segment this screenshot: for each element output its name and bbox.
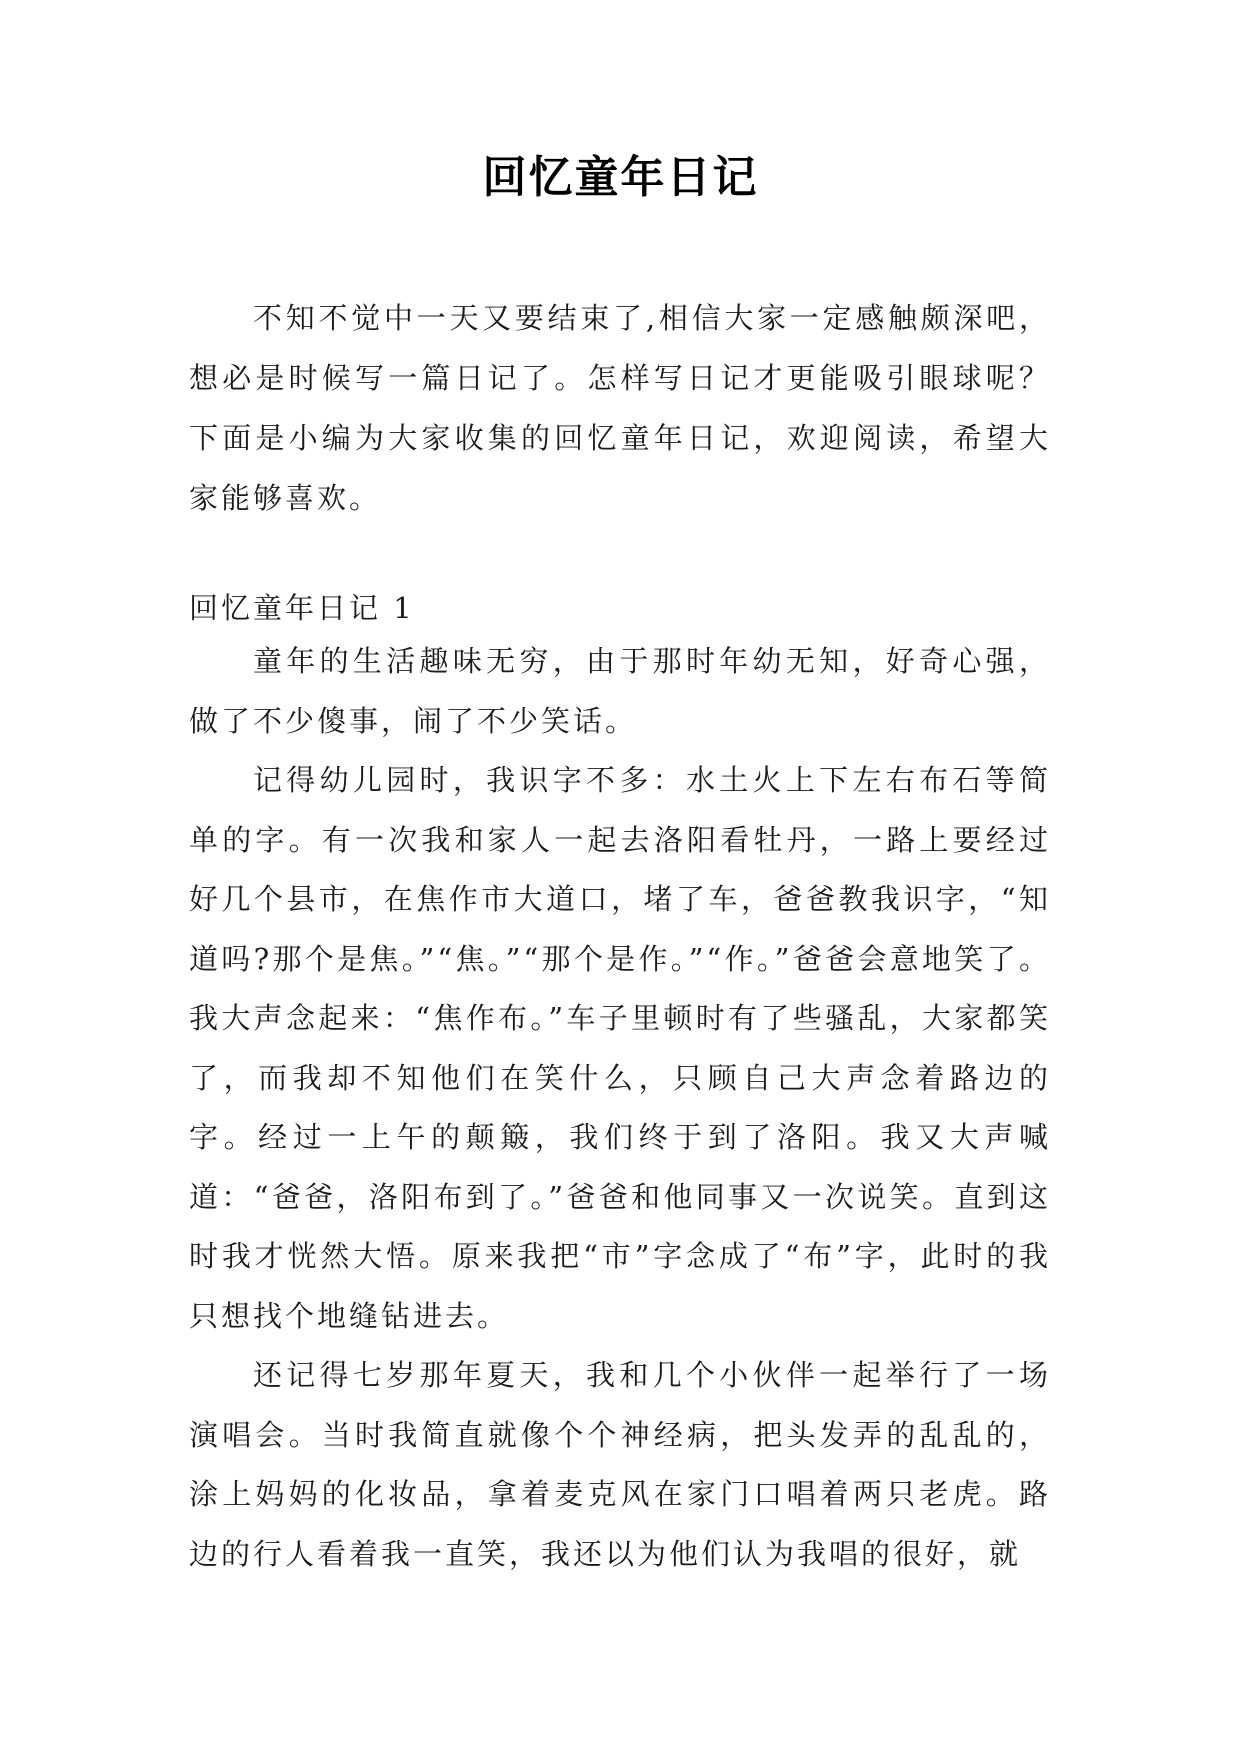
diary-content bbox=[189, 632, 1051, 1584]
paragraph-3: 还记得七岁那年夏天，我和几个小伙伴一起举行了一场演唱会。当时我简直就像个个神经病，把头发弄的乱乱的，涂上妈妈的化妆品，拿着麦克风在家门口唱着两只老虎。路边的行人看着我一直笑，我还以为他们认为我唱的很好，就 bbox=[189, 1358, 1051, 1571]
section-title: 回忆童年日记 1 bbox=[189, 591, 415, 625]
intro-paragraph: 不知不觉中一天又要结束了,相信大家一定感触颇深吧，想必是时候写一篇日记了。怎样写日记才更能吸引眼球呢？下面是小编为大家收集的回忆童年日记，欢迎阅读，希望大家能够喜欢。 bbox=[189, 301, 1051, 515]
document-title: 回忆童年日记 bbox=[482, 152, 759, 203]
paragraph-2: 记得幼儿园时，我识字不多：水土火上下左右布石等简单的字。有一次我和家人一起去洛阳看牡丹，一路上要经过好几个县市，在焦作市大道口，堵了车，爸爸教我识字，“知道吗?那个是焦。”“焦。”“那个是作。”“作。”爸爸会意地笑了。我大声念起来：“焦作布。”车子里顿时有了些骚乱，大家都笑了，而我却不知他们在笑什么，只顾自己大声念着路边的字。经过一上午的颠簸，我们终于到了洛阳。我又大声喊道：“爸爸，洛阳布到了。”爸爸和他同事又一次说笑。直到这时我才恍然大悟。原来我把“市”字念成了“布”字，此时的我只想找个地缝钻进去。 bbox=[189, 763, 1051, 1333]
paragraph-1: 童年的生活趣味无穷，由于那时年幼无知，好奇心强，做了不少傻事，闹了不少笑话。 bbox=[189, 644, 1051, 738]
